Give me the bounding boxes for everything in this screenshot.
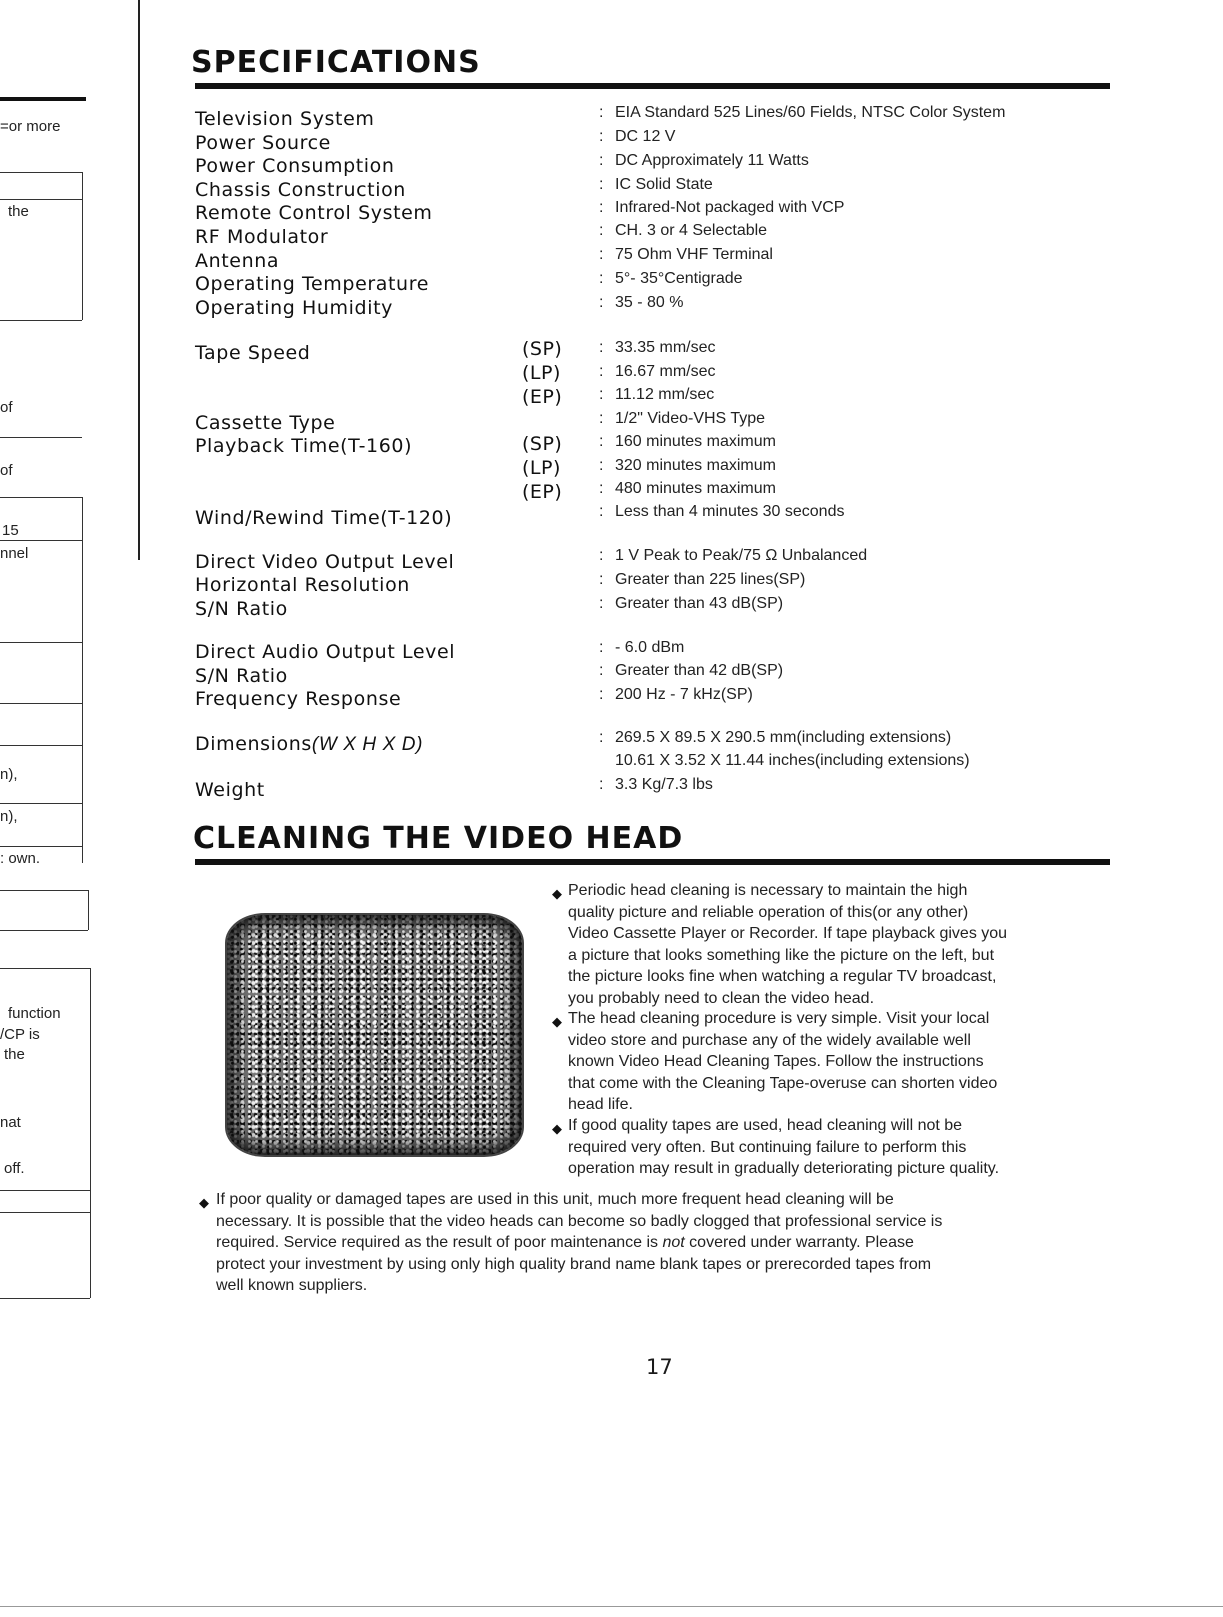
spec-value: : DC Approximately 11 Watts [599, 152, 809, 169]
spec-value: : Greater than 43 dB(SP) [599, 595, 784, 612]
spec-value: : Less than 4 minutes 30 seconds [599, 503, 845, 520]
page-number: 17 [646, 1355, 673, 1379]
margin-line [0, 172, 82, 173]
margin-fragment: of [0, 399, 13, 416]
margin-fragment: the [4, 1046, 25, 1063]
spec-value: : IC Solid State [599, 176, 713, 193]
diamond-bullet-icon: ◆ [552, 886, 562, 901]
spec-value: : CH. 3 or 4 Selectable [599, 222, 768, 239]
spec-mode: (SP) [522, 338, 563, 360]
spec-label: Operating Humidity [195, 297, 393, 319]
margin-fragment: off. [4, 1160, 25, 1177]
spec-label: Power Source [195, 132, 331, 154]
spec-label: Remote Control System [195, 202, 433, 224]
margin-line [0, 437, 82, 438]
spec-value: : - 6.0 dBm [599, 639, 685, 656]
tv-static-picture [225, 913, 524, 1157]
margin-line [88, 890, 89, 930]
spec-value: : 160 minutes maximum [599, 433, 776, 450]
cleaning-paragraph-4: If poor quality or damaged tapes are used in this unit, much more frequent head cleaning will be necessary. It is possible that the video heads can become so badly clogged that professional service is required. Service required as the result of poor maintenance is not covered under warranty. Please protect your investment by using only high quality brand name blank tapes or prerecorded tapes from well known suppliers. [216, 1191, 943, 1294]
cleaning-paragraph-1: Periodic head cleaning is necessary to maintain the high quality picture and reliable operation of this(or any other) Video Cassette Player or Recorder. If tape playback gives you a picture that looks something like the picture on the left, but the picture looks fine when watching a regular TV broadcast, you probably need to clean the video head. [568, 882, 1008, 1007]
spec-value: : 75 Ohm VHF Terminal [599, 246, 773, 263]
heading-rule [195, 859, 1110, 865]
diamond-bullet-icon: ◆ [552, 1014, 562, 1029]
spec-mode: (LP) [522, 457, 561, 479]
spec-label: Chassis Construction [195, 179, 406, 201]
spec-label: Horizontal Resolution [195, 574, 410, 596]
margin-fragment: : own. [0, 850, 41, 867]
margin-line [0, 320, 82, 321]
spec-label: S/N Ratio [195, 665, 288, 687]
spec-label: Tape Speed [195, 342, 311, 364]
spec-value: : 480 minutes maximum [599, 480, 776, 497]
spec-label: Power Consumption [195, 155, 395, 177]
margin-fragment: /CP is [0, 1026, 40, 1043]
margin-fragment: n), [0, 808, 18, 825]
spec-mode: (EP) [522, 481, 563, 503]
margin-line [0, 1212, 90, 1213]
spec-label: Television System [195, 108, 375, 130]
spec-label: Weight [195, 779, 265, 801]
spec-mode: (LP) [522, 362, 561, 384]
spec-label: Frequency Response [195, 688, 402, 710]
margin-fragment: nnel [0, 545, 29, 562]
spec-value: 10.61 X 3.52 X 11.44 inches(including extensions) [615, 752, 970, 769]
spec-value: : 1 V Peak to Peak/75 Ω Unbalanced [599, 547, 868, 564]
diamond-bullet-icon: ◆ [552, 1121, 562, 1136]
margin-fragment: of [0, 462, 13, 479]
spec-value: : 1/2" Video-VHS Type [599, 410, 766, 427]
margin-line [0, 199, 82, 200]
spec-label: Antenna [195, 250, 280, 272]
spec-value: : 269.5 X 89.5 X 290.5 mm(including extensions) [599, 729, 952, 746]
spec-value: : 11.12 mm/sec [599, 386, 715, 403]
spec-value: : Infrared-Not packaged with VCP [599, 199, 845, 216]
spec-value: : DC 12 V [599, 128, 676, 145]
spec-value: : 16.67 mm/sec [599, 363, 716, 380]
margin-line [0, 930, 88, 931]
margin-line [0, 1298, 90, 1299]
margin-fragment: function [8, 1005, 61, 1022]
margin-fragment: nat [0, 1114, 21, 1131]
scan-edge-line [0, 1606, 1223, 1607]
margin-line [0, 703, 82, 704]
margin-line [0, 1190, 90, 1191]
margin-fragment: 15 [2, 522, 19, 539]
margin-line [82, 172, 83, 320]
spec-value: : 200 Hz - 7 kHz(SP) [599, 686, 753, 703]
margin-line [90, 968, 91, 1298]
spec-label: Direct Video Output Level [195, 551, 455, 573]
spec-label: Playback Time(T-160) [195, 435, 413, 457]
margin-line [82, 497, 83, 863]
spec-mode: (SP) [522, 433, 563, 455]
spec-value: : 33.35 mm/sec [599, 339, 716, 356]
margin-line [0, 846, 82, 847]
margin-fragment: n), [0, 766, 18, 783]
margin-line [0, 968, 90, 969]
margin-line [0, 803, 82, 804]
cleaning-paragraph-2: The head cleaning procedure is very simple. Visit your local video store and purchase any of the widely available well known Video Head Cleaning Tapes. Follow the instructions that come with the Cleaning Tape-overuse can shorten video head life. [568, 1010, 998, 1113]
margin-line [0, 540, 82, 541]
heading-rule [195, 83, 1110, 89]
spec-mode: (EP) [522, 386, 563, 408]
spec-label: S/N Ratio [195, 598, 288, 620]
diamond-bullet-icon: ◆ [199, 1195, 209, 1210]
cleaning-paragraph-3: If good quality tapes are used, head cleaning will not be required very often. But continuing failure to perform this operation may result in gradually deteriorating picture quality. [568, 1117, 1000, 1177]
spec-value: : Greater than 42 dB(SP) [599, 662, 784, 679]
page-gutter-line [138, 0, 140, 560]
spec-label: Dimensions(W X H X D) [195, 733, 423, 755]
cleaning-heading: CLEANING THE VIDEO HEAD [193, 821, 684, 856]
spec-label: Operating Temperature [195, 273, 429, 295]
margin-line [0, 642, 82, 643]
spec-label: RF Modulator [195, 226, 329, 248]
margin-line [0, 890, 88, 891]
specifications-heading: SPECIFICATIONS [191, 45, 481, 80]
spec-value: : 5°- 35°Centigrade [599, 270, 743, 287]
spec-label: Cassette Type [195, 412, 336, 434]
margin-line [0, 745, 82, 746]
spec-value: : 320 minutes maximum [599, 457, 776, 474]
spec-value: : 3.3 Kg/7.3 lbs [599, 776, 713, 793]
margin-rule [0, 97, 86, 101]
spec-value: : Greater than 225 lines(SP) [599, 571, 806, 588]
margin-line [0, 497, 82, 498]
spec-value: : EIA Standard 525 Lines/60 Fields, NTSC Color System [599, 104, 1006, 121]
margin-fragment: =or more [0, 118, 61, 135]
spec-label: Wind/Rewind Time(T-120) [195, 507, 453, 529]
spec-value: : 35 - 80 % [599, 294, 684, 311]
margin-fragment: the [8, 203, 29, 220]
spec-label: Direct Audio Output Level [195, 641, 456, 663]
